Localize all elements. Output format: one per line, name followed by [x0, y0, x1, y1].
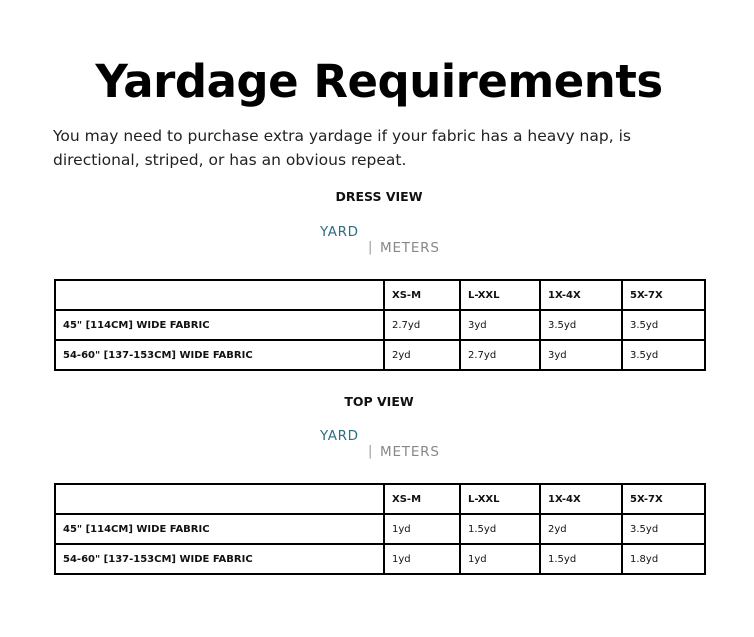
yardage-cell: 1yd	[384, 514, 460, 544]
top-unit-toggle	[0, 428, 754, 468]
size-header: 5X-7X	[622, 280, 705, 310]
top-unit-separator: |	[368, 444, 373, 459]
table-row	[55, 514, 705, 544]
dress-view-title: DRESS VIEW	[335, 189, 423, 204]
dress-unit-separator: |	[368, 240, 373, 255]
top-view-title: TOP VIEW	[344, 394, 414, 409]
yardage-cell: 1.5yd	[540, 544, 622, 574]
page-title: Yardage Requirements	[95, 55, 663, 108]
fabric-width-label: 54-60" [137-153CM] WIDE FABRIC	[55, 544, 384, 574]
yardage-cell: 2yd	[384, 340, 460, 370]
fabric-width-label: 45" [114CM] WIDE FABRIC	[55, 514, 384, 544]
fabric-width-label: 54-60" [137-153CM] WIDE FABRIC	[55, 340, 384, 370]
dress-unit-toggle	[0, 224, 754, 264]
dress-yardage-table	[54, 279, 706, 371]
intro-text: You may need to purchase extra yardage if your fabric has a heavy nap, is directional, striped, or has an obvious repeat.	[53, 127, 631, 169]
table-header-row	[55, 484, 705, 514]
yardage-cell: 3yd	[540, 340, 622, 370]
yardage-cell: 2.7yd	[460, 340, 540, 370]
yardage-cell: 2.7yd	[384, 310, 460, 340]
size-header: XS-M	[384, 484, 460, 514]
yardage-cell: 1yd	[460, 544, 540, 574]
yardage-cell: 3.5yd	[622, 514, 705, 544]
size-header: L-XXL	[460, 484, 540, 514]
yardage-cell: 2yd	[540, 514, 622, 544]
fabric-width-label: 45" [114CM] WIDE FABRIC	[55, 310, 384, 340]
yardage-cell: 1yd	[384, 544, 460, 574]
dress-meters-option[interactable]: METERS	[380, 240, 440, 256]
dress-yard-option[interactable]: YARD	[320, 224, 359, 240]
table-header-row	[55, 280, 705, 310]
yardage-cell: 3.5yd	[540, 310, 622, 340]
table-row	[55, 340, 705, 370]
top-meters-option[interactable]: METERS	[380, 444, 440, 460]
top-yard-option[interactable]: YARD	[320, 428, 359, 444]
size-header: 1X-4X	[540, 484, 622, 514]
yardage-cell: 3.5yd	[622, 340, 705, 370]
header-blank-cell	[55, 280, 384, 310]
table-row	[55, 544, 705, 574]
size-header: 1X-4X	[540, 280, 622, 310]
yardage-cell: 3yd	[460, 310, 540, 340]
header-blank-cell	[55, 484, 384, 514]
size-header: 5X-7X	[622, 484, 705, 514]
top-yardage-table	[54, 483, 706, 575]
yardage-cell: 1.8yd	[622, 544, 705, 574]
yardage-cell: 1.5yd	[460, 514, 540, 544]
size-header: L-XXL	[460, 280, 540, 310]
size-header: XS-M	[384, 280, 460, 310]
table-row	[55, 310, 705, 340]
yardage-cell: 3.5yd	[622, 310, 705, 340]
